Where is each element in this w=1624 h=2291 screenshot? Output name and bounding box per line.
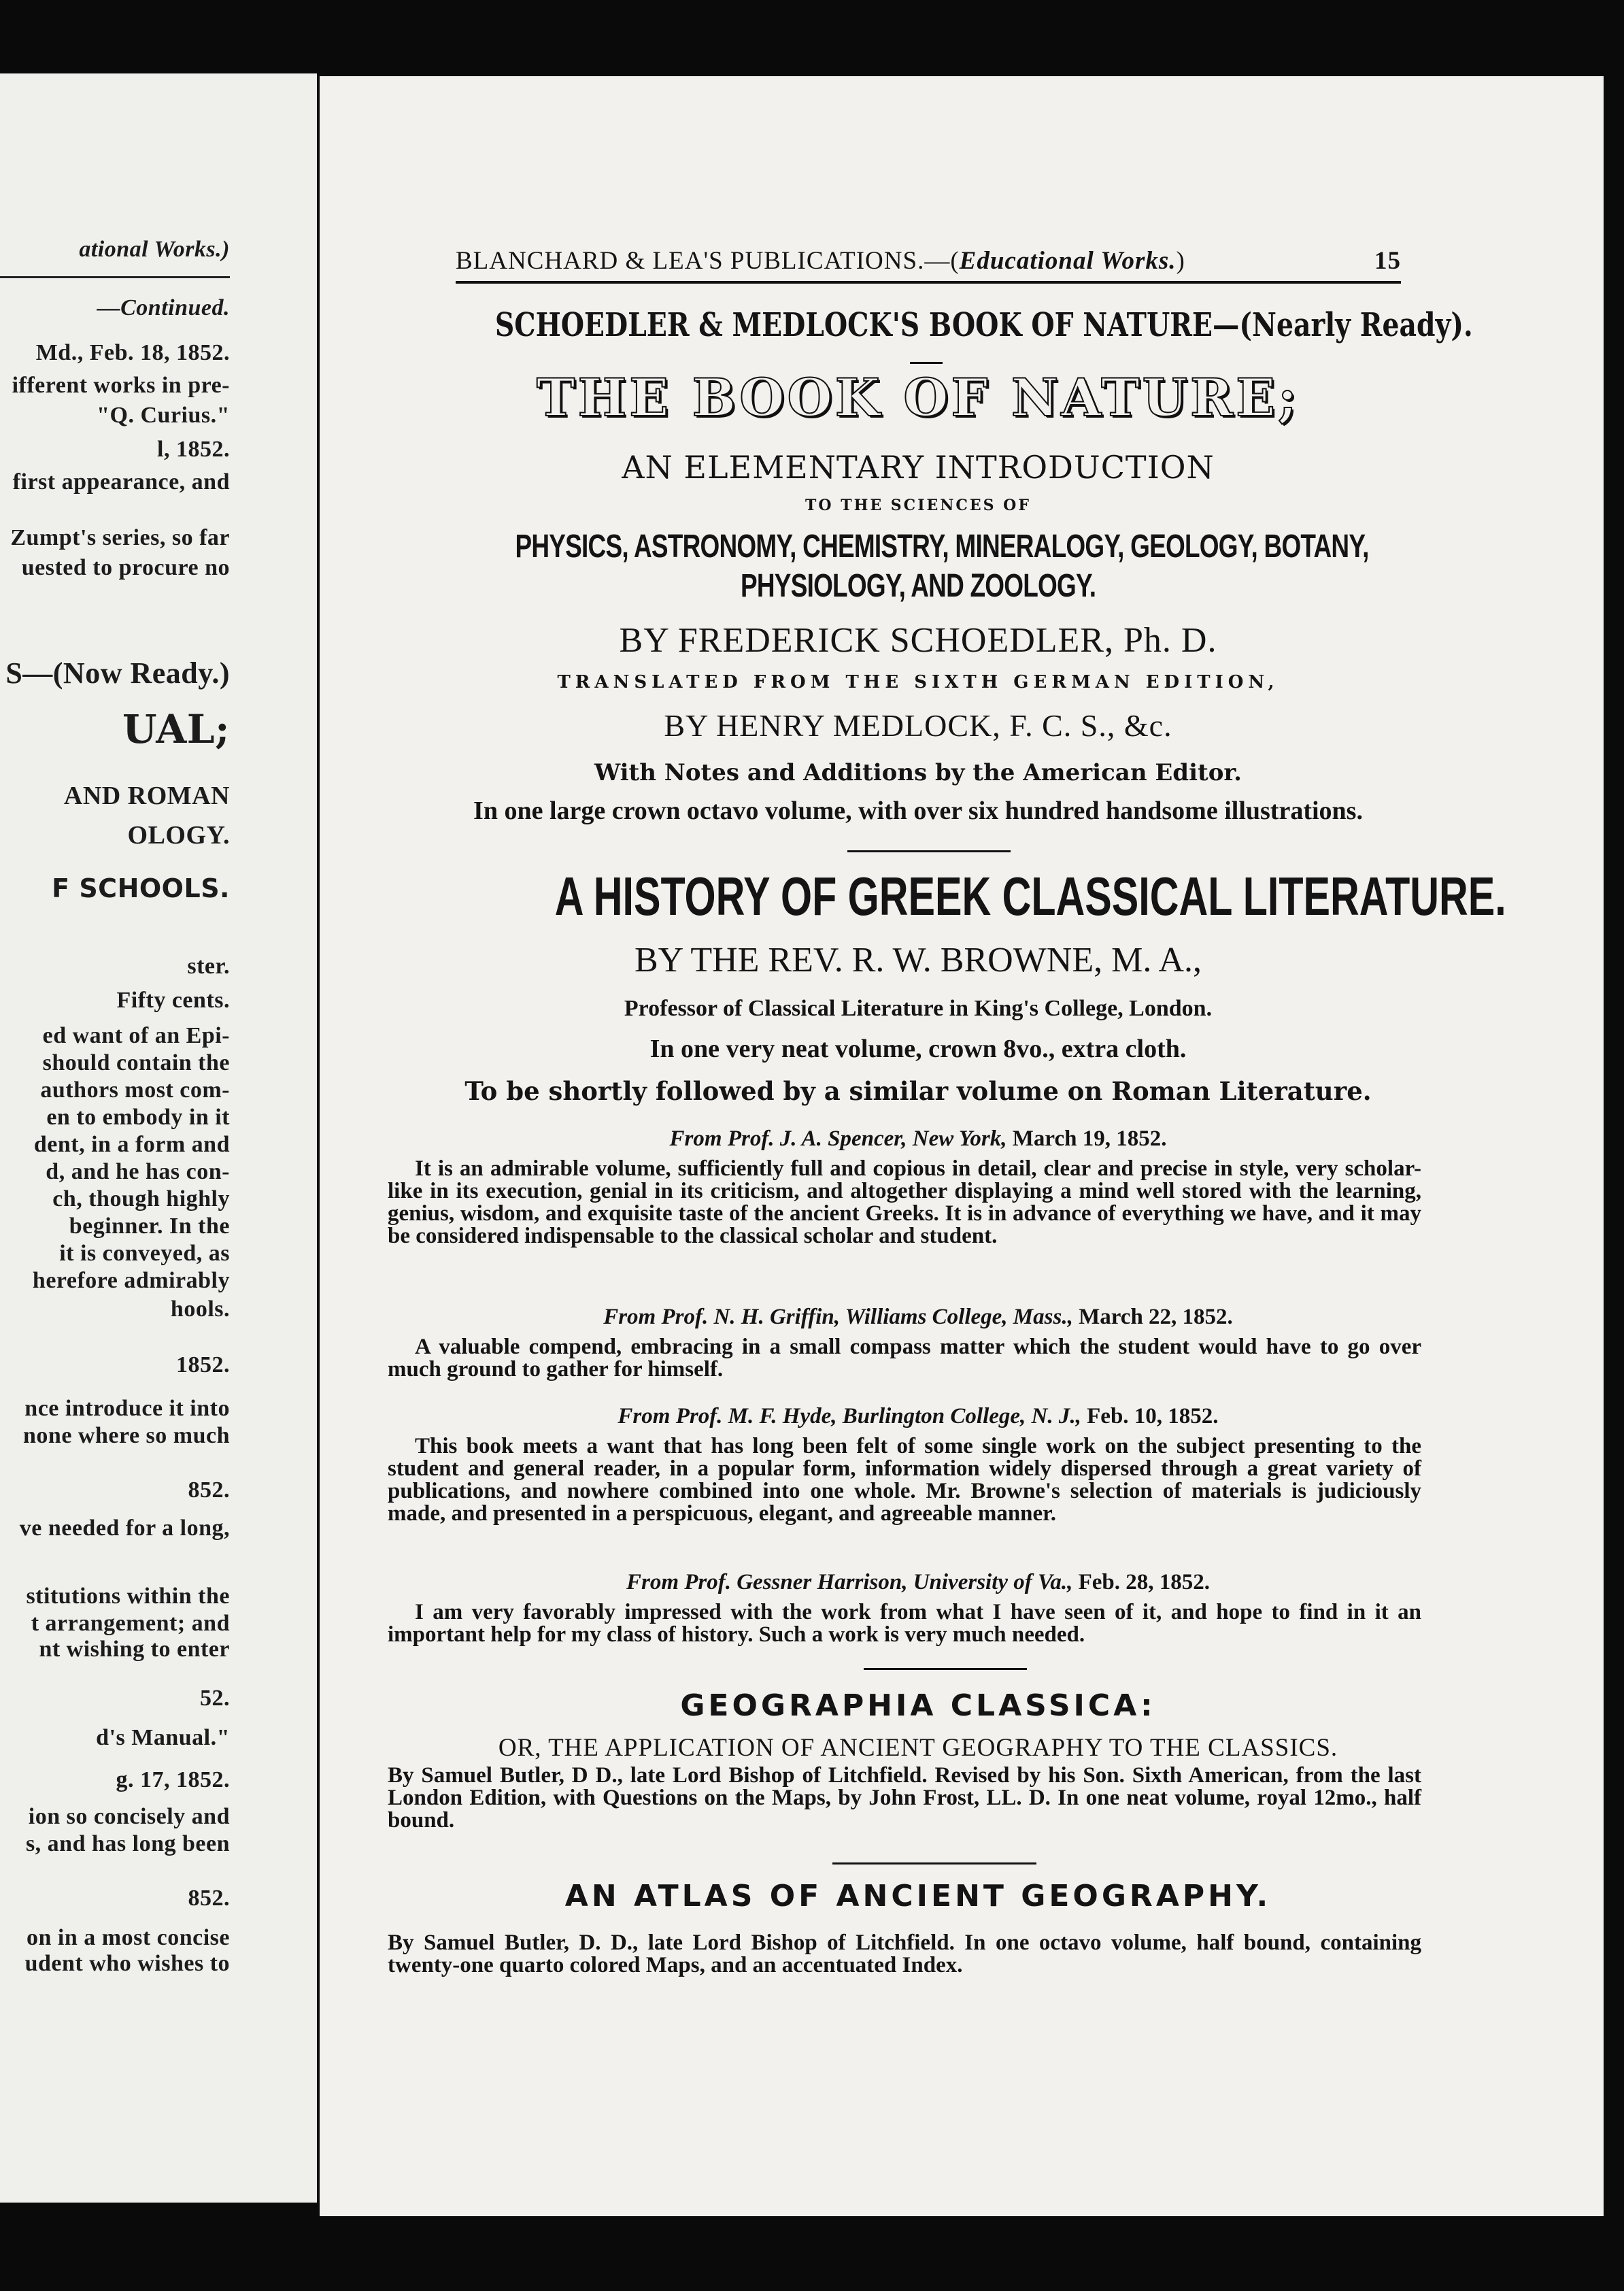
left-line: herefore admirably (32, 1268, 230, 1293)
sciences-line-2: PHYSIOLOGY, AND ZOOLOGY. (740, 568, 1096, 604)
left-line: S—(Now Ready.) (5, 656, 230, 690)
review-text: I am very favorably impressed with the work from what I have seen of it, and hope to find in it an important help for my class of history. Such a work is very much needed. (388, 1600, 1421, 1647)
greek-followed: To be shortly followed by a similar volume on Roman Literature. (464, 1076, 1372, 1106)
left-line: AND ROMAN (63, 782, 230, 810)
left-line: nt wishing to enter (39, 1637, 230, 1662)
geographia-text: By Samuel Butler, D D., late Lord Bishop of Litchfield. Revised by his Son. Sixth American, from the last London Edition, with Questions on the Maps, by John Frost, LL. D. In one neat volume, royal 12mo., half bound. (388, 1763, 1421, 1833)
review-text: A valuable compend, embracing in a small compass matter which the student would have to go over much ground to gather for himself. (388, 1335, 1421, 1382)
left-line: Zumpt's series, so far (10, 525, 230, 550)
left-line: "Q. Curius." (97, 403, 230, 428)
translator: BY HENRY MEDLOCK, F. C. S., &c. (664, 708, 1172, 743)
left-line: first appearance, and (12, 469, 230, 495)
review-source: From Prof. M. F. Hyde, Burlington College, N. J., Feb. 10, 1852. (618, 1404, 1219, 1428)
left-line: on in a most concise (27, 1925, 230, 1950)
left-line: hools. (170, 1297, 230, 1322)
left-line: l, 1852. (157, 437, 230, 462)
divider (832, 1862, 1036, 1864)
left-rule (0, 276, 230, 278)
divider (847, 850, 1011, 852)
left-line: none where so much (23, 1423, 230, 1448)
left-line: Fifty cents. (116, 988, 230, 1013)
left-line: ed want of an Epi- (42, 1023, 230, 1048)
greek-format: In one very neat volume, crown 8vo., extra cloth. (649, 1035, 1187, 1063)
translated-line: TRANSLATED FROM THE SIXTH GERMAN EDITION, (557, 672, 1279, 692)
atlas-text: By Samuel Butler, D. D., late Lord Bishop of Litchfield. In one octavo volume, half bound, containing twenty-one quarto colored Maps, and an accentuated Index. (388, 1930, 1421, 1977)
book-title: THE BOOK OF NATURE; (536, 367, 1300, 428)
author: BY FREDERICK SCHOEDLER, Ph. D. (619, 621, 1217, 660)
format-line: In one large crown octavo volume, with over six hundred handsome illustrations. (473, 797, 1363, 825)
left-line: should contain the (42, 1050, 230, 1075)
sciences-line-1: PHYSICS, ASTRONOMY, CHEMISTRY, MINERALOGY, GEOLOGY, BOTANY, (515, 529, 1369, 565)
running-head-title: BLANCHARD & LEA'S PUBLICATIONS.—(Educational Works.) (456, 247, 1185, 275)
review-text: This book meets a want that has long been felt of some single work on the subject presenting to the student and general reader, in a popular form, information widely dispersed through a great variety of publications, and nowhere combined into one whole. Mr. Browne's selection of materials is judiciously made, and presented in a perspicuous, elegant, and agreeable manner. (388, 1434, 1421, 1526)
left-line: Md., Feb. 18, 1852. (35, 340, 230, 365)
divider (864, 1668, 1027, 1670)
left-line: stitutions within the (26, 1584, 230, 1609)
left-line: —Continued. (97, 295, 230, 320)
left-line: F SCHOOLS. (52, 873, 230, 903)
left-line: OLOGY. (127, 821, 230, 850)
atlas-title: AN ATLAS OF ANCIENT GEOGRAPHY. (564, 1879, 1272, 1913)
series-line: SCHOEDLER & MEDLOCK'S BOOK OF NATURE—(Nearly Ready). (494, 306, 1473, 344)
divider (910, 362, 943, 364)
greek-title: A HISTORY OF GREEK CLASSICAL LITERATURE. (554, 866, 1506, 926)
page-number: 15 (1374, 247, 1401, 275)
left-line: 52. (200, 1686, 230, 1711)
to-sciences: TO THE SCIENCES OF (805, 497, 1031, 514)
left-line: ve needed for a long, (19, 1516, 230, 1541)
geographia-subtitle: OR, THE APPLICATION OF ANCIENT GEOGRAPHY TO THE CLASSICS. (498, 1734, 1338, 1762)
review-source: From Prof. Gessner Harrison, University of Va., Feb. 28, 1852. (626, 1570, 1211, 1594)
left-line: it is conveyed, as (59, 1241, 230, 1266)
left-line: beginner. In the (69, 1214, 230, 1239)
review-source: From Prof. N. H. Griffin, Williams College, Mass., March 22, 1852. (603, 1305, 1233, 1329)
left-line: ch, though highly (52, 1186, 230, 1211)
left-line: nce introduce it into (24, 1396, 230, 1421)
left-line: g. 17, 1852. (116, 1767, 230, 1792)
left-line: 852. (188, 1886, 230, 1911)
left-line: d's Manual." (96, 1725, 230, 1750)
greek-author-title: Professor of Classical Literature in King's College, London. (624, 996, 1213, 1021)
left-line: d, and he has con- (46, 1159, 230, 1184)
notes-line: With Notes and Additions by the American Editor. (594, 759, 1242, 786)
left-line: ster. (187, 954, 230, 979)
left-line: uested to procure no (21, 555, 230, 580)
left-page-strip (0, 73, 325, 2203)
review-text: It is an admirable volume, sufficiently full and copious in detail, clear and precise in style, very scholar-like in its execution, genial in its criticism, and altogether displaying a mind well stored with the learning, genius, wisdom, and exquisite taste of the ancient Greeks. It is in advance of everything we have, and it may be considered indispensable to the classical scholar and student. (388, 1156, 1421, 1248)
left-line: t arrangement; and (31, 1611, 230, 1636)
left-line: en to embody in it (46, 1105, 230, 1130)
geographia-title: GEOGRAPHIA CLASSICA: (680, 1688, 1156, 1723)
left-line: UAL; (122, 706, 230, 752)
left-line: 1852. (176, 1352, 230, 1377)
left-line: ational Works.) (79, 237, 230, 262)
running-head (456, 246, 1401, 284)
main-page (320, 76, 1604, 2216)
book-subtitle: AN ELEMENTARY INTRODUCTION (622, 449, 1215, 486)
left-line: 852. (188, 1477, 230, 1503)
greek-author: BY THE REV. R. W. BROWNE, M. A., (634, 941, 1202, 980)
left-line: ifferent works in pre- (12, 373, 230, 398)
left-line: s, and has long been (25, 1831, 230, 1856)
left-line: dent, in a form and (33, 1132, 230, 1157)
left-line: ion so concisely and (28, 1804, 230, 1829)
left-line: udent who wishes to (24, 1951, 230, 1976)
review-source: From Prof. J. A. Spencer, New York, March 19, 1852. (669, 1126, 1167, 1151)
left-line: authors most com- (40, 1077, 230, 1103)
